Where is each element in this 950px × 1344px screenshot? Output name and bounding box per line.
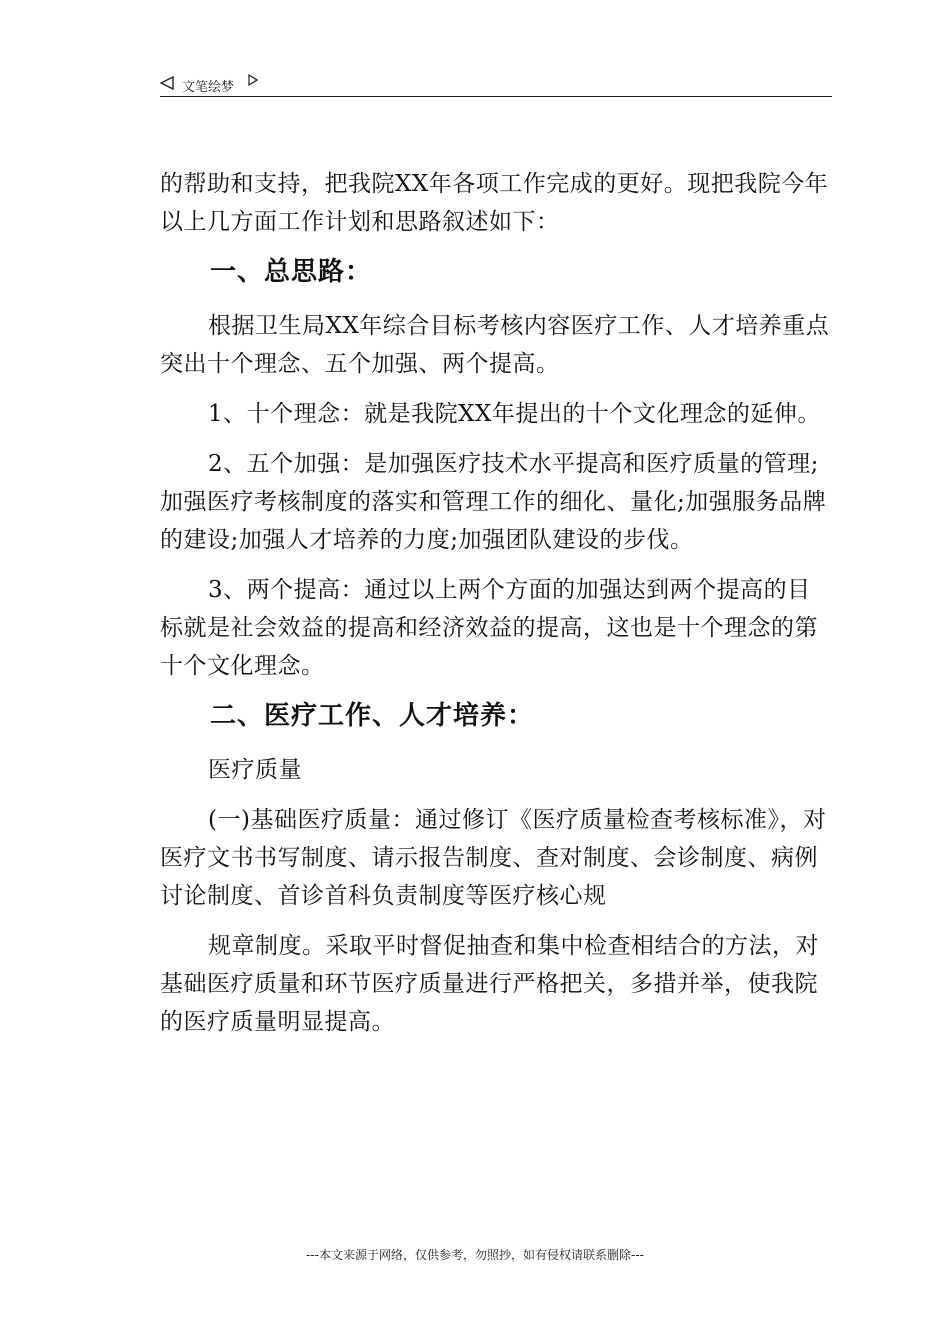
header-title: 文笔绘梦	[182, 80, 235, 95]
paragraph-basic-quality: (一)基础医疗质量：通过修订《医疗质量检查考核标准》，对医疗文书书写制度、请示报告制度、查对制度、会诊制度、病例讨论制度、首诊首科负责制度等医疗核心规	[160, 807, 827, 909]
paragraph-item-2: 2、五个加强：是加强医疗技术水平提高和医疗质量的管理;加强医疗考核制度的落实和管理工作的细化、量化;加强服务品牌的建设;加强人才培养的力度;加强团队建设的步伐。	[160, 451, 827, 553]
paragraph-item-1: 1、十个理念：就是我院XX年提出的十个文化理念的延伸。	[208, 401, 821, 427]
section-heading-medical: 二、医疗工作、人才培养：	[210, 701, 535, 731]
section-heading-overall: 一、总思路：	[210, 257, 373, 287]
triangle-right-icon	[248, 74, 258, 90]
page-footer: ---本文来源于网络，仅供参考，勿照抄，如有侵权请联系删除---	[306, 1248, 644, 1262]
paragraph-regulations: 规章制度。采取平时督促抽查和集中检查相结合的方法，对基础医疗质量和环节医疗质量进行严格把关，多措并举，使我院的医疗质量明显提高。	[160, 933, 819, 1035]
paragraph-intro: 的帮助和支持，把我院XX年各项工作完成的更好。现把我院今年以上几方面工作计划和思路叙述如下：	[160, 171, 829, 235]
page-header	[160, 70, 832, 97]
paragraph-subheading-quality: 医疗质量	[208, 757, 302, 783]
triangle-left-icon	[160, 76, 174, 94]
paragraph-item-3: 3、两个提高：通过以上两个方面的加强达到两个提高的目标就是社会效益的提高和经济效益的提高，这也是十个理念的第十个文化理念。	[160, 577, 818, 679]
document-body	[160, 165, 832, 1053]
paragraph-overview: 根据卫生局XX年综合目标考核内容医疗工作、人才培养重点突出十个理念、五个加强、两个提高。	[160, 313, 830, 377]
